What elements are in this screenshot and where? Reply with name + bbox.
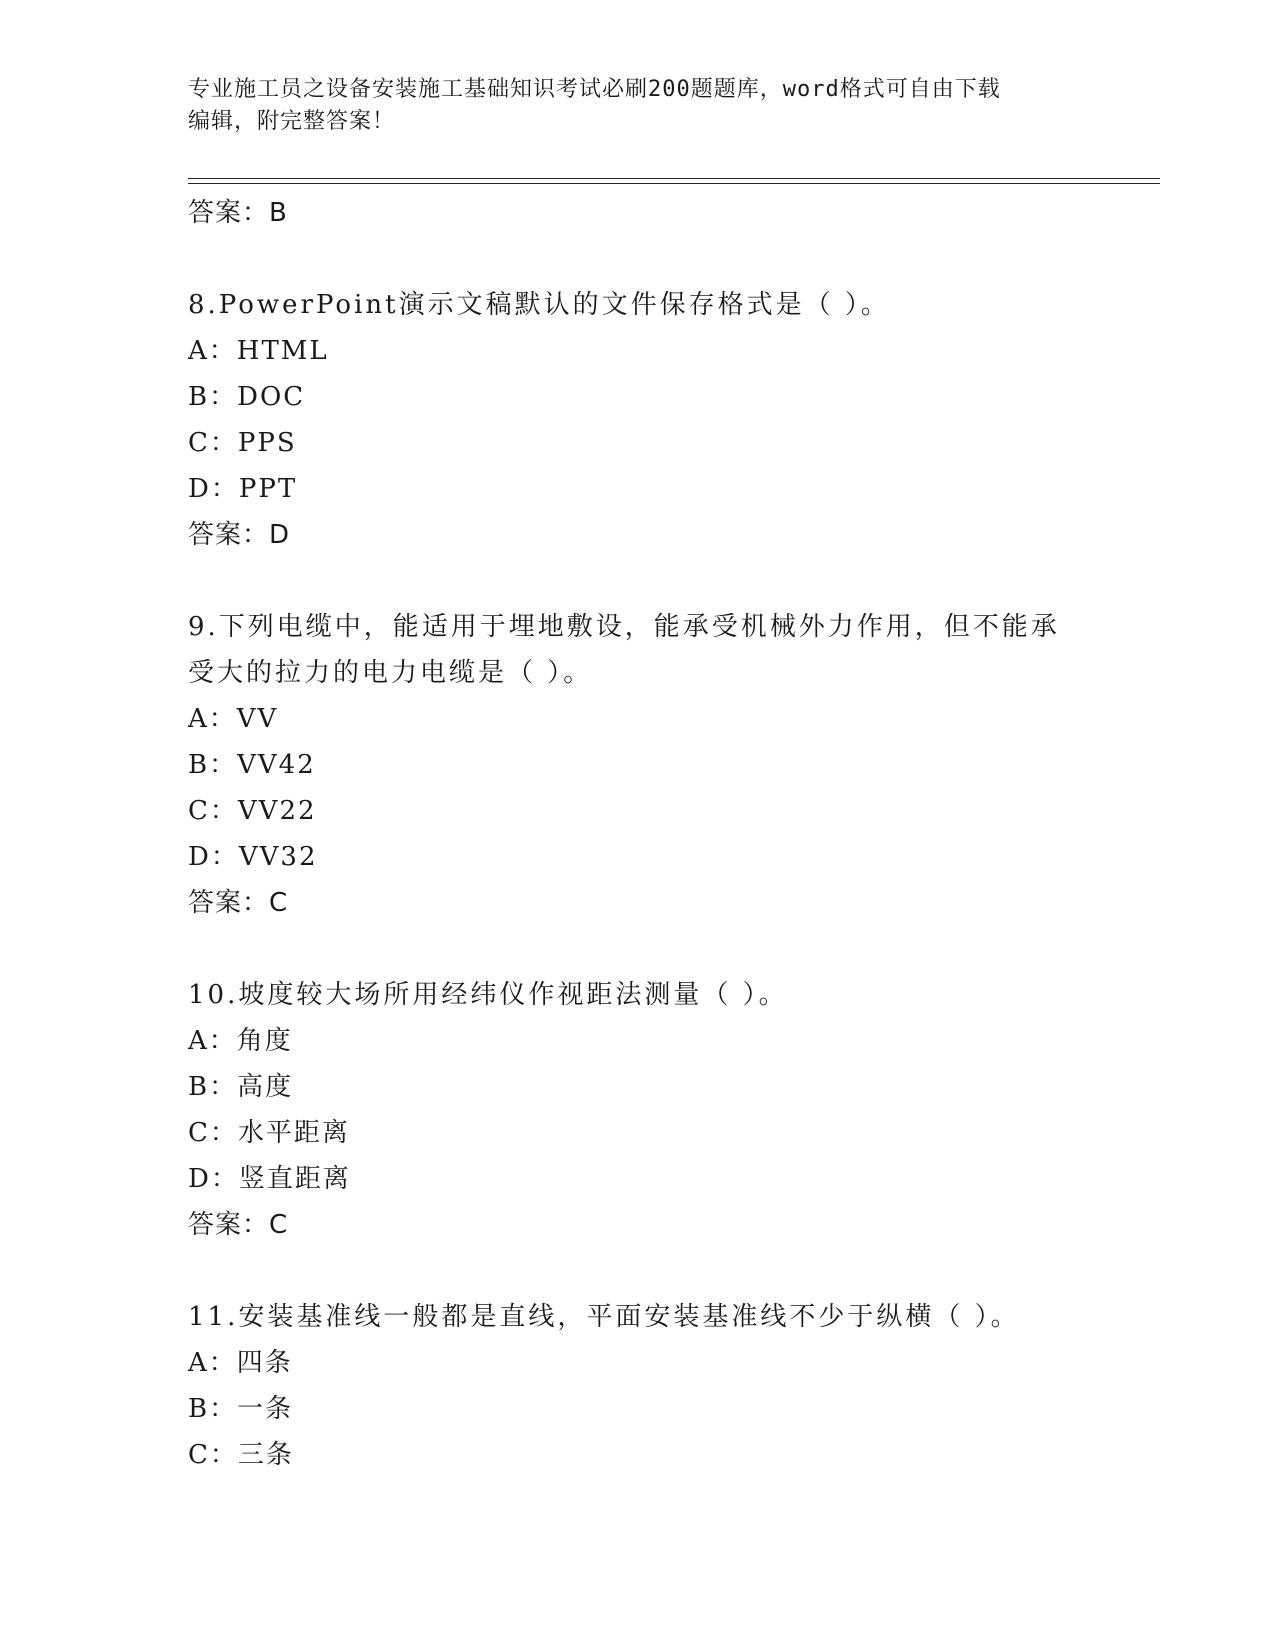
option-b: B：VV42 bbox=[188, 750, 316, 780]
question-11 bbox=[188, 1294, 1088, 1478]
option-d: D：竖直距离 bbox=[188, 1164, 351, 1194]
header-line-2: 编辑，附完整答案！ bbox=[188, 109, 396, 134]
answer-text: 答案：C bbox=[188, 1210, 289, 1240]
answer-text: 答案：C bbox=[188, 888, 289, 918]
question-10 bbox=[188, 972, 1088, 1248]
header-line-1: 专业施工员之设备安装施工基础知识考试必刷200题题库，word格式可自由下载 bbox=[188, 77, 1001, 102]
option-c: C：PPS bbox=[188, 428, 297, 458]
spacer bbox=[188, 236, 1088, 282]
option-b: B：DOC bbox=[188, 382, 306, 412]
option-d: D：PPT bbox=[188, 474, 298, 504]
question-stem-line-2: 受大的拉力的电力电缆是（ ）。 bbox=[188, 658, 593, 688]
option-b: B：高度 bbox=[188, 1072, 294, 1102]
question-9 bbox=[188, 604, 1088, 926]
answer-text: 答案：D bbox=[188, 520, 291, 550]
page-header bbox=[188, 74, 1088, 138]
answer-text: 答案：B bbox=[188, 198, 288, 228]
option-a: A：HTML bbox=[188, 336, 329, 366]
option-a: A：VV bbox=[188, 704, 279, 734]
option-a: A：四条 bbox=[188, 1348, 293, 1378]
question-stem: 11.安装基准线一般都是直线，平面安装基准线不少于纵横（ ）。 bbox=[188, 1302, 1020, 1332]
question-stem: 8.PowerPoint演示文稿默认的文件保存格式是（ ）。 bbox=[188, 290, 890, 320]
header-divider bbox=[188, 178, 1160, 184]
option-b: B：一条 bbox=[188, 1394, 294, 1424]
document-body bbox=[188, 190, 1088, 1478]
option-c: C：三条 bbox=[188, 1440, 294, 1470]
spacer bbox=[188, 926, 1088, 972]
option-c: C：水平距离 bbox=[188, 1118, 350, 1148]
question-8 bbox=[188, 282, 1088, 558]
question-stem-line-1: 9.下列电缆中，能适用于埋地敷设，能承受机械外力作用，但不能承 bbox=[188, 612, 1060, 642]
option-d: D：VV32 bbox=[188, 842, 318, 872]
question-stem: 10.坡度较大场所用经纬仪作视距法测量（ ）。 bbox=[188, 980, 788, 1010]
spacer bbox=[188, 1248, 1088, 1294]
option-a: A：角度 bbox=[188, 1026, 293, 1056]
option-c: C：VV22 bbox=[188, 796, 317, 826]
spacer bbox=[188, 558, 1088, 604]
